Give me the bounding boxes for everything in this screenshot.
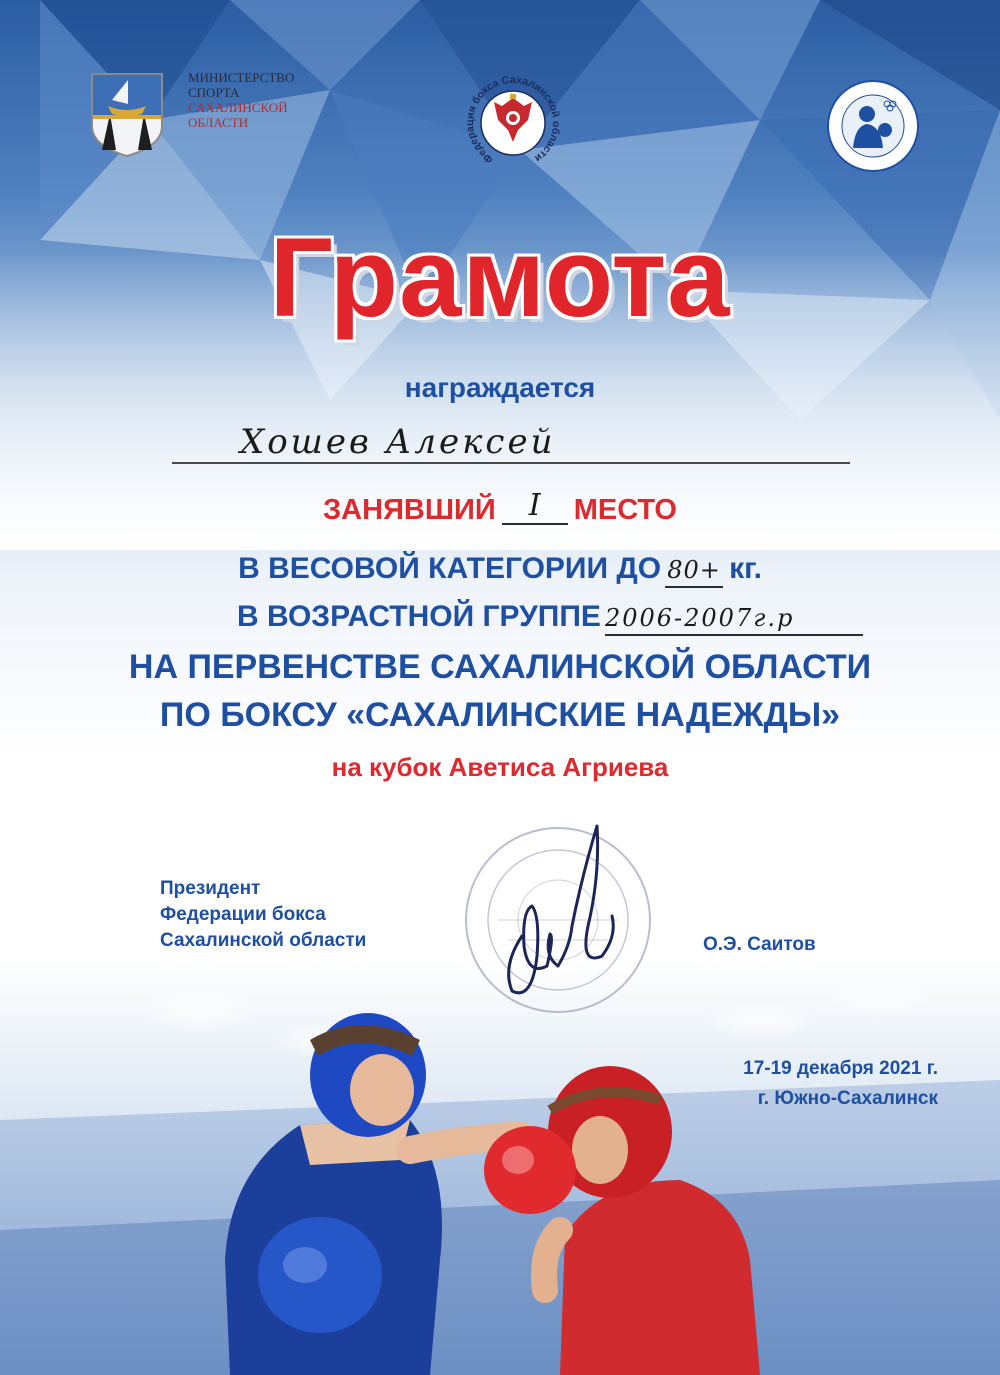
signature-icon	[492, 816, 627, 1006]
signer-name: О.Э. Саитов	[703, 934, 816, 955]
weight-value: 80+	[667, 556, 721, 584]
ministry-line-4: ОБЛАСТИ	[188, 115, 249, 130]
ministry-line-3: САХАЛИНСКОЙ	[188, 100, 288, 115]
place-fill-line	[502, 488, 568, 525]
event-line-2: ПО БОКСУ «САХАЛИНСКИЕ НАДЕЖДЫ»	[159, 696, 841, 734]
federation-ring-textpath: Федерация бокса Сахалинской области	[464, 73, 563, 166]
ministry-line-2: СПОРТА	[188, 85, 240, 100]
place-suffix: МЕСТО	[573, 494, 677, 526]
sakhalin-coat-of-arms-icon	[88, 70, 166, 158]
cup-line: на кубок Аветиса Агриева	[331, 752, 669, 782]
president-line-2: Федерации бокса	[160, 904, 326, 925]
recipient-name: Хошев Алексей	[240, 422, 556, 462]
president-line-1: Президент	[160, 878, 261, 899]
age-prefix: В ВОЗРАСТНОЙ ГРУППЕ	[237, 600, 601, 633]
event-dates	[620, 1054, 938, 1114]
place-value: I	[528, 488, 541, 523]
boxer-portrait-seal-icon	[825, 78, 921, 174]
certificate-title: Грамота	[269, 215, 731, 340]
president-title	[160, 876, 420, 954]
age-row	[50, 600, 1000, 636]
event-line-1: НА ПЕРВЕНСТВЕ САХАЛИНСКОЙ ОБЛАСТИ	[128, 648, 872, 686]
awarded-label: награждается	[404, 372, 596, 403]
recipient-underline	[172, 462, 850, 464]
place-row	[0, 488, 1000, 529]
president-line-3: Сахалинской области	[160, 930, 367, 951]
age-value: 2006-2007г.р	[604, 604, 795, 632]
blue-boxer	[225, 1013, 520, 1375]
ministry-logo	[88, 70, 338, 160]
ministry-name	[188, 70, 338, 130]
event-dates-range: 17-19 декабря 2021 г.	[743, 1058, 938, 1079]
weight-prefix: В ВЕСОВОЙ КАТЕГОРИИ ДО	[238, 552, 662, 585]
weight-suffix: кг.	[729, 552, 762, 585]
ministry-line-1: МИНИСТЕРСТВО	[188, 70, 295, 85]
event-city: г. Южно-Сахалинск	[757, 1088, 938, 1109]
weight-row	[0, 552, 1000, 588]
federation-logo	[458, 68, 568, 176]
place-prefix: ЗАНЯВШИЙ	[323, 494, 496, 526]
age-fill-line	[605, 600, 863, 636]
weight-fill-line	[665, 552, 723, 588]
